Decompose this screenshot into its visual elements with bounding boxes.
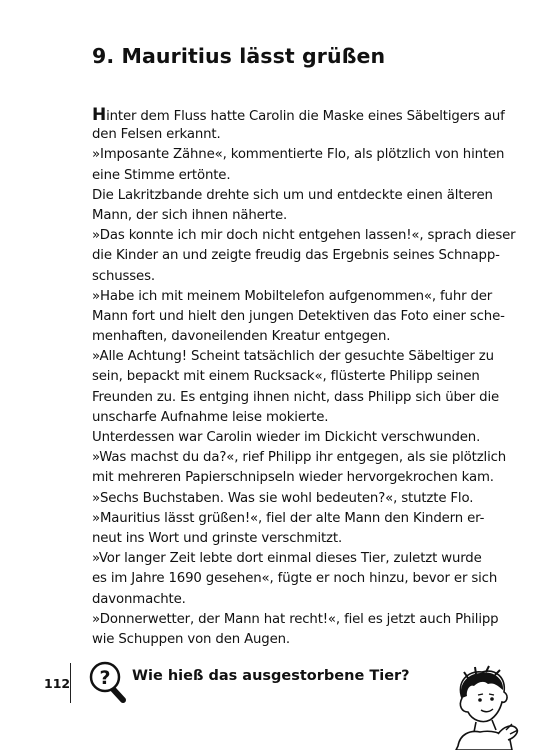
chapter-title: 9. Mauritius lässt grüßen — [92, 44, 386, 68]
story-line: »Was machst du da?«, rief Philipp ihr entgegen, als sie plötzlich — [92, 450, 507, 466]
story-line: »Sechs Buchstaben. Was sie wohl bedeuten?«, stutzte Flo. — [92, 490, 474, 506]
story-line: Mann fort und hielt den jungen Detektiven das Foto einer sche- — [92, 308, 505, 324]
story-line: sein, bepackt mit einem Rucksack«, flüsterte Philipp seinen — [92, 369, 480, 385]
story-line: Mann, der sich ihnen näherte. — [92, 207, 288, 223]
story-line: »Mauritius lässt grüßen!«, fiel der alte Mann den Kindern er- — [92, 510, 485, 526]
story-line: unscharfe Aufnahme leise mokierte. — [92, 409, 329, 425]
story-line: wie Schuppen von den Augen. — [92, 631, 290, 647]
story-line: »Habe ich mit meinem Mobiltelefon aufgenommen«, fuhr der — [92, 288, 493, 304]
footer-divider — [70, 663, 71, 703]
story-line: »Das konnte ich mir doch nicht entgehen lassen!«, sprach dieser — [92, 228, 516, 244]
story-line: eine Stimme ertönte. — [92, 167, 231, 183]
detective-kid-illustration — [440, 660, 530, 750]
story-line: den Felsen erkannt. — [92, 127, 221, 143]
story-line: die Kinder an und zeigte freudig das Ergebnis seines Schnapp- — [92, 248, 500, 264]
drop-cap: H — [92, 105, 107, 125]
story-line: »Donnerwetter, der Mann hat recht!«, fiel es jetzt auch Philipp — [92, 611, 499, 627]
story-line: davonmachte. — [92, 591, 186, 607]
question-magnifier-icon — [88, 660, 128, 704]
story-line: schusses. — [92, 268, 155, 284]
story-line: neut ins Wort und grinste verschmitzt. — [92, 530, 343, 546]
story-line: Freunden zu. Es entging ihnen nicht, dass Philipp sich über die — [92, 389, 500, 405]
story-line: »Vor langer Zeit lebte dort einmal dieses Tier, zuletzt wurde — [92, 551, 482, 567]
page-number: 112 — [44, 676, 71, 691]
page-footer — [0, 655, 533, 750]
story-line-text: inter dem Fluss hatte Carolin die Maske eines Säbeltigers auf — [106, 109, 505, 124]
story-line: menhaften, davoneilenden Kreatur entgegen. — [92, 329, 391, 345]
story-line — [92, 105, 505, 125]
story-line: Unterdessen war Carolin wieder im Dickicht verschwunden. — [92, 430, 481, 445]
story-line: Die Lakritzbande drehte sich um und entdeckte einen älteren — [92, 187, 493, 203]
story-line: mit mehreren Papierschnipseln wieder hervorgekrochen kam. — [92, 470, 494, 486]
story-line: »Imposante Zähne«, kommentierte Flo, als plötzlich von hinten — [92, 147, 505, 163]
story-text — [92, 105, 516, 650]
svg-text:?: ? — [99, 667, 111, 689]
story-line: »Alle Achtung! Scheint tatsächlich der gesuchte Säbeltiger zu — [92, 349, 494, 365]
story-line: es im Jahre 1690 gesehen«, fügte er noch hinzu, bevor er sich — [92, 571, 498, 587]
puzzle-question: Wie hieß das ausgestorbene Tier? — [132, 668, 410, 684]
